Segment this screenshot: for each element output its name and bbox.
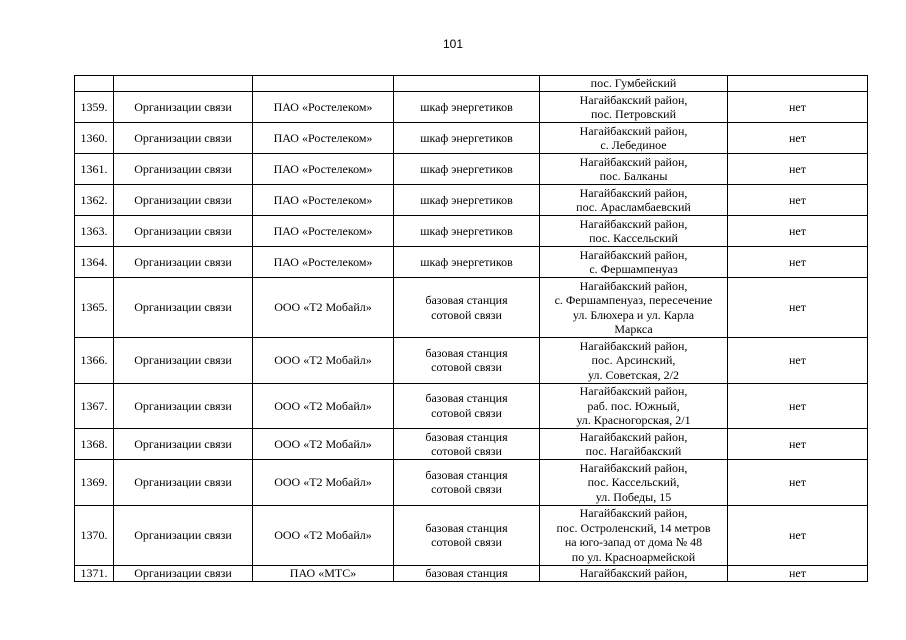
table-row <box>75 247 868 278</box>
cell-category: Организации связи <box>114 123 253 154</box>
cell-organization: ПАО «МТС» <box>253 565 394 582</box>
cell-object <box>394 247 540 278</box>
table-row <box>75 338 868 384</box>
cell-address-line: ул. Советская, 2/2 <box>588 367 679 382</box>
cell-organization: ООО «Т2 Мобайл» <box>253 278 394 338</box>
cell-number: 1371. <box>75 565 114 582</box>
cell-organization: ПАО «Ростелеком» <box>253 247 394 278</box>
cell-address-line: пос. Арсинский, <box>591 353 676 367</box>
cell-status: нет <box>728 505 868 565</box>
cell-category: Организации связи <box>114 383 253 429</box>
table-body <box>75 76 868 582</box>
cell-number: 1366. <box>75 338 114 384</box>
cell-address-line: Нагайбакский район, <box>579 566 688 580</box>
table-row <box>75 460 868 506</box>
cell-address-line: пос. Балканы <box>599 169 668 183</box>
cell-address-line: раб. пос. Южный, <box>587 398 680 413</box>
cell-status: нет <box>728 460 868 506</box>
cell-status: нет <box>728 338 868 384</box>
table-row <box>75 123 868 154</box>
cell-address <box>540 216 728 247</box>
cell-address-line: Нагайбакский район, <box>579 278 688 293</box>
table-row <box>75 565 868 582</box>
cell-object <box>394 123 540 154</box>
address-line: пос. Гумбейский <box>590 76 677 91</box>
cell-address <box>540 460 728 506</box>
cell-address-line: Нагайбакский район, <box>579 92 688 107</box>
cell-address-line: Нагайбакский район, <box>579 338 688 353</box>
cell-status: нет <box>728 185 868 216</box>
cell-object-line: базовая станция <box>425 566 508 580</box>
cell-category: Организации связи <box>114 460 253 506</box>
cell-category: Организации связи <box>114 216 253 247</box>
cell-number: 1364. <box>75 247 114 278</box>
cell-address-line: пос. Остроленский, 14 метров <box>556 520 711 535</box>
table-row <box>75 429 868 460</box>
cell-object <box>394 92 540 123</box>
cell-object <box>394 216 540 247</box>
cell-address <box>540 247 728 278</box>
cell-organization: ООО «Т2 Мобайл» <box>253 429 394 460</box>
cell-address-line: Нагайбакский район, <box>579 429 688 444</box>
cell-address-line: Нагайбакский район, <box>579 154 688 169</box>
cell-number: 1359. <box>75 92 114 123</box>
cell-object-line: базовая станция <box>425 391 508 406</box>
cell-category: Организации связи <box>114 185 253 216</box>
cell-address <box>540 505 728 565</box>
cell-category: Организации связи <box>114 92 253 123</box>
cell-object-line: базовая станция <box>425 293 508 307</box>
cell-address <box>540 429 728 460</box>
cell-number: 1369. <box>75 460 114 506</box>
cell-object <box>394 185 540 216</box>
cell-organization: ООО «Т2 Мобайл» <box>253 338 394 384</box>
cell-address-line: Нагайбакский район, <box>579 460 688 475</box>
cell-object-line: шкаф энергетиков <box>420 130 513 145</box>
cell-address-line: ул. Блюхера и ул. Карла <box>572 307 695 322</box>
cell-object-line: шкаф энергетиков <box>420 223 513 238</box>
cell-address-line: Нагайбакский район, <box>579 216 688 231</box>
cell-object <box>394 505 540 565</box>
cell-address-line: Нагайбакский район, <box>579 185 688 200</box>
cell-organization: ПАО «Ростелеком» <box>253 185 394 216</box>
cell-object <box>394 565 540 582</box>
cell-address <box>540 92 728 123</box>
cell-status: нет <box>728 92 868 123</box>
page-number: 101 <box>442 37 464 51</box>
table-row <box>75 154 868 185</box>
table-row <box>75 278 868 338</box>
cell-object-line: сотовой связи <box>431 444 502 458</box>
cell-organization: ПАО «Ростелеком» <box>253 92 394 123</box>
cell-object <box>394 429 540 460</box>
cell-category <box>114 76 253 92</box>
cell-status: нет <box>728 565 868 582</box>
cell-organization: ПАО «Ростелеком» <box>253 216 394 247</box>
table-row <box>75 92 868 123</box>
cell-status: нет <box>728 123 868 154</box>
cell-category: Организации связи <box>114 505 253 565</box>
cell-address-line: пос. Нагайбакский <box>585 444 682 458</box>
cell-organization: ООО «Т2 Мобайл» <box>253 460 394 506</box>
cell-address-line: Нагайбакский район, <box>579 247 688 262</box>
cell-object-line: сотовой связи <box>431 535 502 549</box>
cell-address <box>540 383 728 429</box>
cell-object-line: базовая станция <box>425 520 508 535</box>
cell-category: Организации связи <box>114 338 253 384</box>
cell-number: 1365. <box>75 278 114 338</box>
cell-object <box>394 76 540 92</box>
cell-address-line: пос. Кассельский, <box>587 475 680 489</box>
cell-status: нет <box>728 216 868 247</box>
cell-address-line: пос. Кассельский <box>589 231 678 245</box>
cell-address-line: ул. Красногорская, 2/1 <box>576 413 691 427</box>
cell-number: 1361. <box>75 154 114 185</box>
cell-address-line: на юго-запад от дома № 48 <box>564 535 703 549</box>
cell-address-line: пос. Арасламбаевский <box>576 200 691 214</box>
cell-status <box>728 76 868 92</box>
cell-address <box>540 278 728 338</box>
cell-object <box>394 154 540 185</box>
cell-status: нет <box>728 247 868 278</box>
cell-status: нет <box>728 154 868 185</box>
cell-number: 1360. <box>75 123 114 154</box>
cell-object-line: шкаф энергетиков <box>420 254 513 269</box>
cell-category: Организации связи <box>114 154 253 185</box>
cell-address-line: с. Фершампенуаз, пересечение <box>554 293 713 307</box>
cell-address <box>540 76 728 92</box>
cell-address-line: по ул. Красноармейской <box>571 549 696 564</box>
cell-number: 1367. <box>75 383 114 429</box>
cell-address-line: с. Фершампенуаз <box>589 262 678 276</box>
cell-object-line: сотовой связи <box>431 482 502 497</box>
cell-organization: ООО «Т2 Мобайл» <box>253 383 394 429</box>
cell-object-line: шкаф энергетиков <box>420 99 513 114</box>
cell-object-line: базовая станция <box>425 345 508 360</box>
cell-object-line: шкаф энергетиков <box>420 192 513 207</box>
cell-object-line: сотовой связи <box>431 360 502 375</box>
table-row <box>75 505 868 565</box>
cell-organization: ПАО «Ростелеком» <box>253 154 394 185</box>
cell-object <box>394 278 540 338</box>
table-row <box>75 383 868 429</box>
table-row-continuation <box>75 76 868 92</box>
cell-object <box>394 460 540 506</box>
cell-address <box>540 123 728 154</box>
cell-organization <box>253 76 394 92</box>
cell-number: 1370. <box>75 505 114 565</box>
cell-status: нет <box>728 383 868 429</box>
cell-number <box>75 76 114 92</box>
cell-category: Организации связи <box>114 565 253 582</box>
document-table <box>74 75 868 582</box>
cell-address <box>540 185 728 216</box>
table-row <box>75 185 868 216</box>
cell-address <box>540 565 728 582</box>
cell-address <box>540 338 728 384</box>
table-row <box>75 216 868 247</box>
cell-status: нет <box>728 429 868 460</box>
cell-category: Организации связи <box>114 429 253 460</box>
cell-address-line: Нагайбакский район, <box>579 384 688 398</box>
cell-object-line: базовая станция <box>425 467 508 482</box>
cell-address-line: Маркса <box>614 322 653 336</box>
cell-address-line: пос. Петровский <box>590 107 677 121</box>
cell-address <box>540 154 728 185</box>
cell-object <box>394 338 540 384</box>
cell-object <box>394 383 540 429</box>
cell-address-line: Нагайбакский район, <box>579 123 688 138</box>
cell-number: 1363. <box>75 216 114 247</box>
cell-address-line: ул. Победы, 15 <box>595 489 672 504</box>
cell-address-line: Нагайбакский район, <box>579 506 688 520</box>
cell-object-line: базовая станция <box>425 429 508 444</box>
cell-category: Организации связи <box>114 247 253 278</box>
cell-object-line: шкаф энергетиков <box>420 161 513 176</box>
cell-object-line: сотовой связи <box>431 405 502 420</box>
cell-address-line: с. Лебединое <box>600 138 667 152</box>
cell-status: нет <box>728 278 868 338</box>
cell-number: 1362. <box>75 185 114 216</box>
cell-organization: ООО «Т2 Мобайл» <box>253 505 394 565</box>
cell-category: Организации связи <box>114 278 253 338</box>
cell-number: 1368. <box>75 429 114 460</box>
cell-object-line: сотовой связи <box>431 307 502 322</box>
cell-organization: ПАО «Ростелеком» <box>253 123 394 154</box>
